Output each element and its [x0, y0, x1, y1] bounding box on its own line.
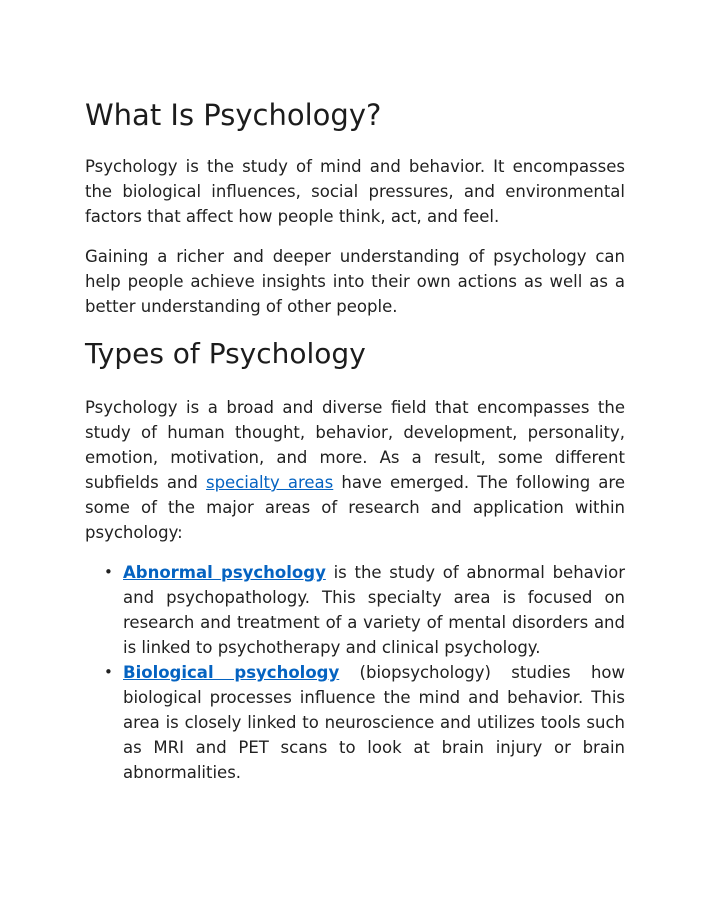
bullet-icon: •	[104, 663, 113, 681]
list-item-text: (biopsychology) studies how biological processes influence the mind and behavior. This area is closely linked to neuroscience and utilizes tools such as MRI and PET scans to look at brain injury or brain abnormalities.	[123, 663, 625, 782]
psychology-types-list	[85, 560, 625, 785]
list-item-text: is the study of abnormal behavior and psychopathology. This specialty area is focused on research and treatment of a variety of mental disorders and is linked to psychotherapy and clinical psychology.	[123, 563, 625, 657]
page-title: What Is Psychology?	[85, 98, 382, 132]
section-heading: Types of Psychology	[85, 337, 366, 370]
section-intro-text-before: Psychology is a broad and diverse field that encompasses the study of human thought, behavior, development, personality, emotion, motivation, and more. As a result, some different subfields and	[85, 398, 625, 492]
abnormal-psychology-link[interactable]: Abnormal psychology	[123, 563, 326, 582]
list-item-abnormal-psychology	[104, 560, 625, 660]
biological-psychology-link[interactable]: Biological psychology	[123, 663, 340, 682]
section-intro-paragraph	[85, 395, 625, 545]
section-intro-text-after: have emerged. The following are some of the major areas of research and application within psychology:	[85, 473, 625, 542]
bullet-icon: •	[104, 563, 113, 581]
specialty-areas-link[interactable]: specialty areas	[205, 473, 334, 492]
intro-paragraph-1: Psychology is the study of mind and behavior. It encompasses the biological influences, social pressures, and environmental factors that affect how people think, act, and feel.	[85, 157, 625, 226]
list-item-biological-psychology	[104, 660, 625, 785]
intro-paragraph-2: Gaining a richer and deeper understanding of psychology can help people achieve insights into their own actions as well as a better understanding of other people.	[85, 247, 625, 316]
